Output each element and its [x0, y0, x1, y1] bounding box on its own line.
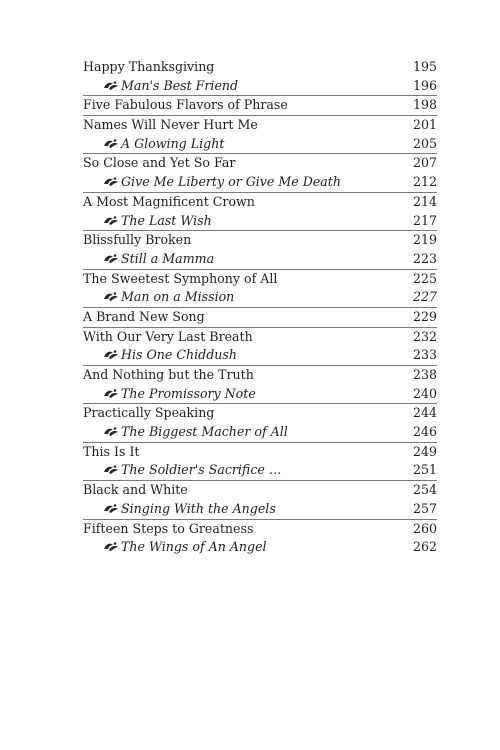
ornamental-leaf-icon	[103, 503, 119, 514]
toc-entry	[83, 480, 437, 500]
chapter-title: So Close and Yet So Far	[83, 155, 236, 171]
toc-entry	[83, 365, 437, 385]
story-title: His One Chiddush	[121, 347, 237, 363]
toc-subentry	[83, 346, 437, 365]
toc-subentry	[83, 250, 437, 269]
page-number: 238	[412, 367, 437, 382]
chapter-title: Five Fabulous Flavors of Phrase	[83, 97, 288, 113]
toc-entry	[83, 327, 437, 347]
story-title: The Soldier's Sacrifice …	[121, 462, 282, 478]
toc-entry	[83, 230, 437, 250]
toc-entry	[83, 307, 437, 327]
toc-entry	[83, 442, 437, 462]
story-title: The Last Wish	[121, 212, 212, 228]
toc-subentry	[83, 135, 437, 154]
page-number: 249	[412, 443, 437, 459]
ornamental-leaf-icon	[103, 388, 119, 399]
ornamental-leaf-icon	[103, 215, 119, 226]
ornamental-leaf-icon	[103, 291, 119, 302]
page-number: 233	[412, 347, 437, 363]
toc-subentry	[83, 385, 437, 404]
page-number: 198	[412, 97, 437, 113]
page-number: 212	[412, 174, 437, 190]
ornamental-leaf-icon	[103, 138, 119, 149]
chapter-title: This Is It	[83, 443, 140, 459]
page-number: 217	[412, 212, 437, 228]
page-number: 257	[412, 500, 437, 516]
page-number: 205	[412, 135, 437, 151]
story-title: Singing With the Angels	[121, 500, 276, 516]
chapter-title: Names Will Never Hurt Me	[83, 117, 258, 133]
ornamental-leaf-icon	[103, 253, 119, 264]
page-number: 240	[412, 385, 437, 401]
story-title: Give Me Liberty or Give Me Death	[121, 174, 341, 190]
story-title: The Wings of An Angel	[121, 539, 267, 555]
page-number: 196	[412, 77, 437, 93]
page-number: 246	[412, 424, 437, 440]
page-number: 260	[412, 520, 437, 536]
toc-subentry	[83, 212, 437, 231]
toc-subentry	[83, 423, 437, 442]
page-number: 223	[412, 250, 437, 266]
story-title: The Biggest Macher of All	[121, 424, 288, 440]
ornamental-leaf-icon	[103, 464, 119, 475]
page-number: 214	[412, 193, 437, 209]
toc-entry	[83, 153, 437, 173]
toc-subentry	[83, 538, 437, 557]
toc-entry	[83, 115, 437, 135]
chapter-title: And Nothing but the Truth	[83, 367, 254, 382]
story-title: Man's Best Friend	[121, 77, 239, 93]
chapter-title: A Most Magnificent Crown	[83, 193, 255, 209]
page-number: 201	[412, 117, 437, 133]
page-number: 225	[412, 270, 437, 286]
story-title: The Promissory Note	[121, 385, 256, 401]
chapter-title: The Sweetest Symphony of All	[83, 270, 278, 286]
page-number: 229	[412, 308, 437, 324]
page-number: 254	[412, 482, 437, 498]
ornamental-leaf-icon	[103, 80, 119, 91]
toc-entry	[83, 192, 437, 212]
page-number: 244	[412, 405, 437, 421]
toc-subentry	[83, 173, 437, 192]
page-number: 219	[412, 232, 437, 248]
story-title: Still a Mamma	[121, 250, 215, 266]
story-title: Man on a Mission	[121, 289, 235, 305]
page-number: 195	[412, 59, 437, 74]
toc-subentry	[83, 461, 437, 480]
chapter-title: Black and White	[83, 482, 188, 498]
ornamental-leaf-icon	[103, 349, 119, 360]
chapter-title: Fifteen Steps to Greatness	[83, 520, 254, 536]
toc-entry	[83, 269, 437, 289]
page-number: 227	[412, 289, 437, 305]
chapter-title: Practically Speaking	[83, 405, 215, 421]
page-number: 251	[412, 462, 437, 478]
ornamental-leaf-icon	[103, 426, 119, 437]
chapter-title: With Our Very Last Breath	[83, 328, 253, 344]
page-number: 232	[412, 328, 437, 344]
toc-entry	[83, 519, 437, 539]
toc-entry	[83, 58, 437, 77]
page-number: 207	[412, 155, 437, 171]
toc-entry	[83, 95, 437, 115]
chapter-title: A Brand New Song	[83, 308, 205, 324]
toc-entry	[83, 403, 437, 423]
table-of-contents	[83, 58, 437, 557]
chapter-title: Happy Thanksgiving	[83, 59, 215, 74]
toc-subentry	[83, 77, 437, 96]
page-number: 262	[412, 539, 437, 555]
toc-subentry	[83, 500, 437, 519]
toc-subentry	[83, 288, 437, 307]
story-title: A Glowing Light	[121, 135, 225, 151]
ornamental-leaf-icon	[103, 176, 119, 187]
ornamental-leaf-icon	[103, 541, 119, 552]
chapter-title: Blissfully Broken	[83, 232, 192, 248]
